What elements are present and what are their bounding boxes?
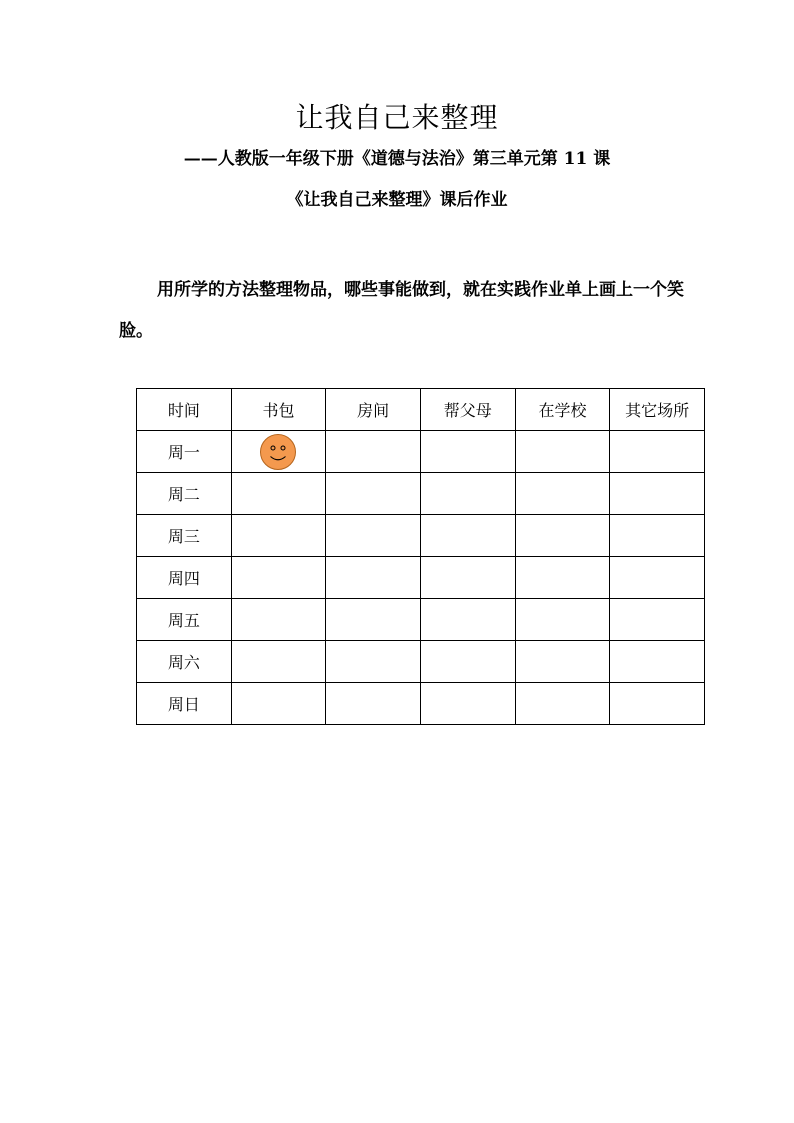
table-cell[interactable] xyxy=(231,599,326,641)
table-cell[interactable] xyxy=(420,557,515,599)
table-cell[interactable] xyxy=(326,599,421,641)
row-day-label: 周三 xyxy=(137,515,232,557)
table-cell[interactable] xyxy=(326,641,421,683)
table-cell[interactable] xyxy=(420,641,515,683)
table-cell[interactable] xyxy=(610,599,705,641)
table-cell[interactable] xyxy=(420,683,515,725)
homework-subtitle: 《让我自己来整理》课后作业 xyxy=(286,190,508,210)
table-cell[interactable] xyxy=(610,473,705,515)
table-row xyxy=(137,473,705,515)
table-cell[interactable] xyxy=(231,641,326,683)
table-cell[interactable] xyxy=(231,473,326,515)
header-help-parents: 帮父母 xyxy=(420,389,515,431)
table-cell[interactable] xyxy=(420,473,515,515)
row-day-label: 周日 xyxy=(137,683,232,725)
table-row xyxy=(137,557,705,599)
table-cell[interactable] xyxy=(610,515,705,557)
table-cell[interactable] xyxy=(326,557,421,599)
table-cell[interactable] xyxy=(610,431,705,473)
row-day-label: 周一 xyxy=(137,431,232,473)
smiley-face-icon xyxy=(259,433,297,471)
header-other-places: 其它场所 xyxy=(610,389,705,431)
row-day-label: 周六 xyxy=(137,641,232,683)
table-cell[interactable] xyxy=(231,557,326,599)
table-row xyxy=(137,683,705,725)
row-day-label: 周五 xyxy=(137,599,232,641)
table-cell[interactable] xyxy=(231,515,326,557)
table-cell[interactable] xyxy=(231,683,326,725)
table-cell[interactable] xyxy=(515,683,610,725)
header-time: 时间 xyxy=(137,389,232,431)
table-cell[interactable] xyxy=(515,641,610,683)
header-at-school: 在学校 xyxy=(515,389,610,431)
page-title: 让我自己来整理 xyxy=(295,101,499,134)
table-cell[interactable] xyxy=(420,599,515,641)
table-cell[interactable] xyxy=(515,515,610,557)
header-schoolbag: 书包 xyxy=(231,389,326,431)
table-row xyxy=(137,599,705,641)
table-header-row xyxy=(137,389,705,431)
table-cell[interactable] xyxy=(326,515,421,557)
table-row xyxy=(137,431,705,473)
table-cell[interactable] xyxy=(326,683,421,725)
table-cell[interactable] xyxy=(420,515,515,557)
instruction-text: 用所学的方法整理物品，哪些事能做到，就在实践作业单上画上一个笑脸。 xyxy=(119,280,684,341)
row-day-label: 周二 xyxy=(137,473,232,515)
table-cell[interactable] xyxy=(610,683,705,725)
table-cell[interactable] xyxy=(326,431,421,473)
table-cell[interactable] xyxy=(610,557,705,599)
table-cell[interactable] xyxy=(515,557,610,599)
table-cell[interactable] xyxy=(610,641,705,683)
header-room: 房间 xyxy=(326,389,421,431)
table-row xyxy=(137,515,705,557)
table-cell[interactable] xyxy=(420,431,515,473)
table-cell[interactable] xyxy=(231,431,326,473)
course-subtitle: ——人教版一年级下册《道德与法治》第三单元第 11 课 xyxy=(183,149,611,169)
row-day-label: 周四 xyxy=(137,557,232,599)
table-cell[interactable] xyxy=(326,473,421,515)
table-cell[interactable] xyxy=(515,599,610,641)
table-cell[interactable] xyxy=(515,431,610,473)
practice-table xyxy=(136,388,705,725)
table-row xyxy=(137,641,705,683)
table-cell[interactable] xyxy=(515,473,610,515)
